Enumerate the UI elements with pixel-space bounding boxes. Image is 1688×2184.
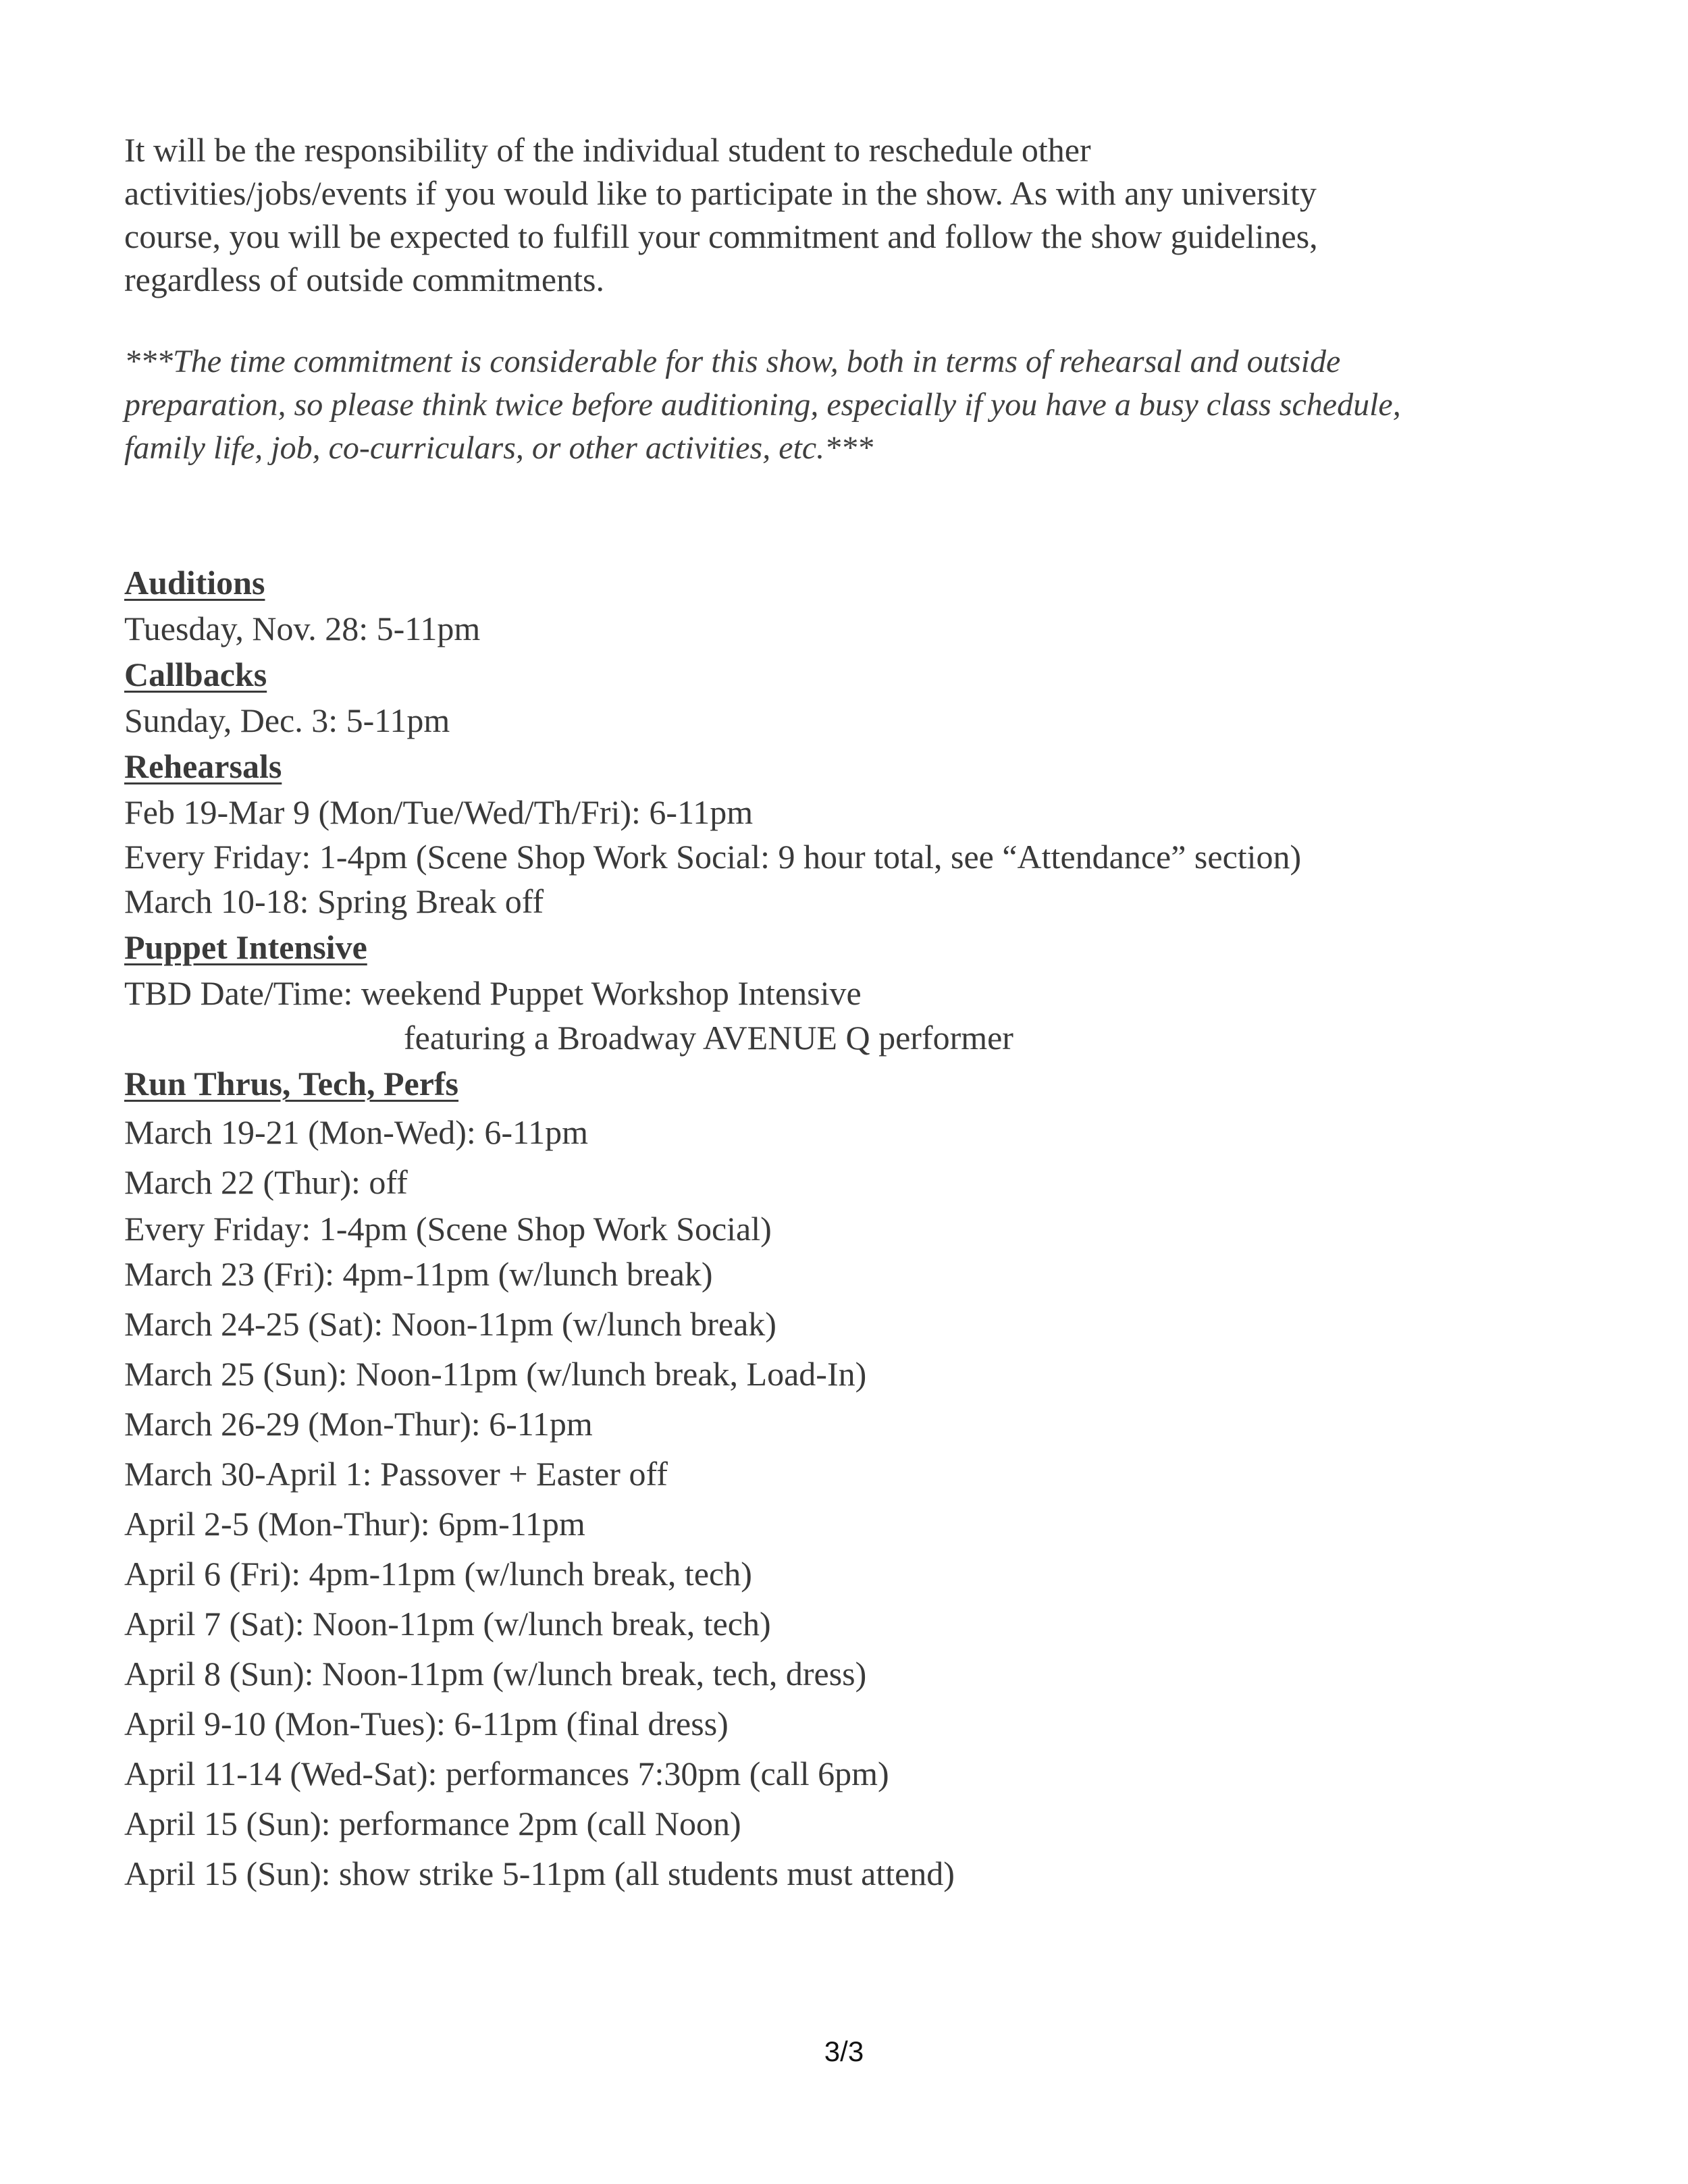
auditions-section bbox=[124, 559, 1576, 651]
schedule-entry: Tuesday, Nov. 28: 5-11pm bbox=[124, 610, 481, 647]
schedule-entry: Sunday, Dec. 3: 5-11pm bbox=[124, 701, 450, 739]
intro-line: regardless of outside commitments. bbox=[124, 261, 604, 298]
schedule-entry: April 15 (Sun): performance 2pm (call Noon) bbox=[124, 1805, 741, 1842]
schedule-entry: April 11-14 (Wed-Sat): performances 7:30pm (call 6pm) bbox=[124, 1755, 889, 1792]
schedule-entry: Every Friday: 1-4pm (Scene Shop Work Social) bbox=[124, 1210, 772, 1248]
schedule-entry: March 24-25 (Sat): Noon-11pm (w/lunch break) bbox=[124, 1305, 776, 1343]
schedule-entry: March 10-18: Spring Break off bbox=[124, 882, 544, 920]
schedule-entry-continuation: featuring a Broadway AVENUE Q performer bbox=[404, 1019, 1013, 1057]
schedule-entry: March 19-21 (Mon-Wed): 6-11pm bbox=[124, 1113, 589, 1151]
callbacks-heading: Callbacks bbox=[124, 656, 267, 693]
schedule-entry: Every Friday: 1-4pm (Scene Shop Work Social: 9 hour total, see “Attendance” section) bbox=[124, 838, 1302, 876]
schedule-entry: TBD Date/Time: weekend Puppet Workshop Intensive bbox=[124, 974, 862, 1012]
intro-paragraph bbox=[124, 128, 1576, 301]
schedule-entry: March 22 (Thur): off bbox=[124, 1163, 408, 1201]
schedule-entry: April 7 (Sat): Noon-11pm (w/lunch break, tech) bbox=[124, 1605, 771, 1643]
schedule-entry: April 15 (Sun): show strike 5-11pm (all students must attend) bbox=[124, 1855, 955, 1892]
document-page bbox=[124, 128, 1576, 1898]
intro-line: It will be the responsibility of the individual student to reschedule other bbox=[124, 131, 1091, 169]
note-line: family life, job, co-curriculars, or other activities, etc.*** bbox=[124, 430, 874, 466]
schedule-entry: March 23 (Fri): 4pm-11pm (w/lunch break) bbox=[124, 1255, 713, 1293]
schedule bbox=[124, 559, 1576, 1898]
page-number: 3/3 bbox=[824, 2035, 864, 2067]
schedule-entry: April 9-10 (Mon-Tues): 6-11pm (final dress) bbox=[124, 1705, 729, 1742]
rehearsals-heading: Rehearsals bbox=[124, 747, 282, 785]
time-commitment-note bbox=[124, 340, 1576, 470]
schedule-entry: April 8 (Sun): Noon-11pm (w/lunch break, tech, dress) bbox=[124, 1655, 867, 1693]
puppet-intensive-section bbox=[124, 924, 1576, 1060]
auditions-heading: Auditions bbox=[124, 564, 265, 602]
run-thrus-section bbox=[124, 1060, 1576, 1898]
schedule-entry: April 6 (Fri): 4pm-11pm (w/lunch break, tech) bbox=[124, 1555, 752, 1593]
schedule-entry: March 25 (Sun): Noon-11pm (w/lunch break, Load-In) bbox=[124, 1355, 867, 1393]
note-line: ***The time commitment is considerable for this show, both in terms of rehearsal and outside bbox=[124, 344, 1341, 379]
run-thrus-heading: Run Thrus, Tech, Perfs bbox=[124, 1065, 459, 1102]
schedule-entry: March 26-29 (Mon-Thur): 6-11pm bbox=[124, 1405, 593, 1443]
note-line: preparation, so please think twice before auditioning, especially if you have a busy class schedule, bbox=[124, 387, 1401, 423]
schedule-entry: March 30-April 1: Passover + Easter off bbox=[124, 1455, 668, 1493]
schedule-entry: Feb 19-Mar 9 (Mon/Tue/Wed/Th/Fri): 6-11pm bbox=[124, 793, 754, 831]
puppet-intensive-heading: Puppet Intensive bbox=[124, 928, 367, 966]
rehearsals-section bbox=[124, 743, 1576, 924]
intro-line: activities/jobs/events if you would like to participate in the show. As with any university bbox=[124, 174, 1317, 212]
callbacks-section bbox=[124, 651, 1576, 743]
intro-line: course, you will be expected to fulfill your commitment and follow the show guidelines, bbox=[124, 217, 1318, 255]
schedule-entry: April 2-5 (Mon-Thur): 6pm-11pm bbox=[124, 1505, 585, 1543]
